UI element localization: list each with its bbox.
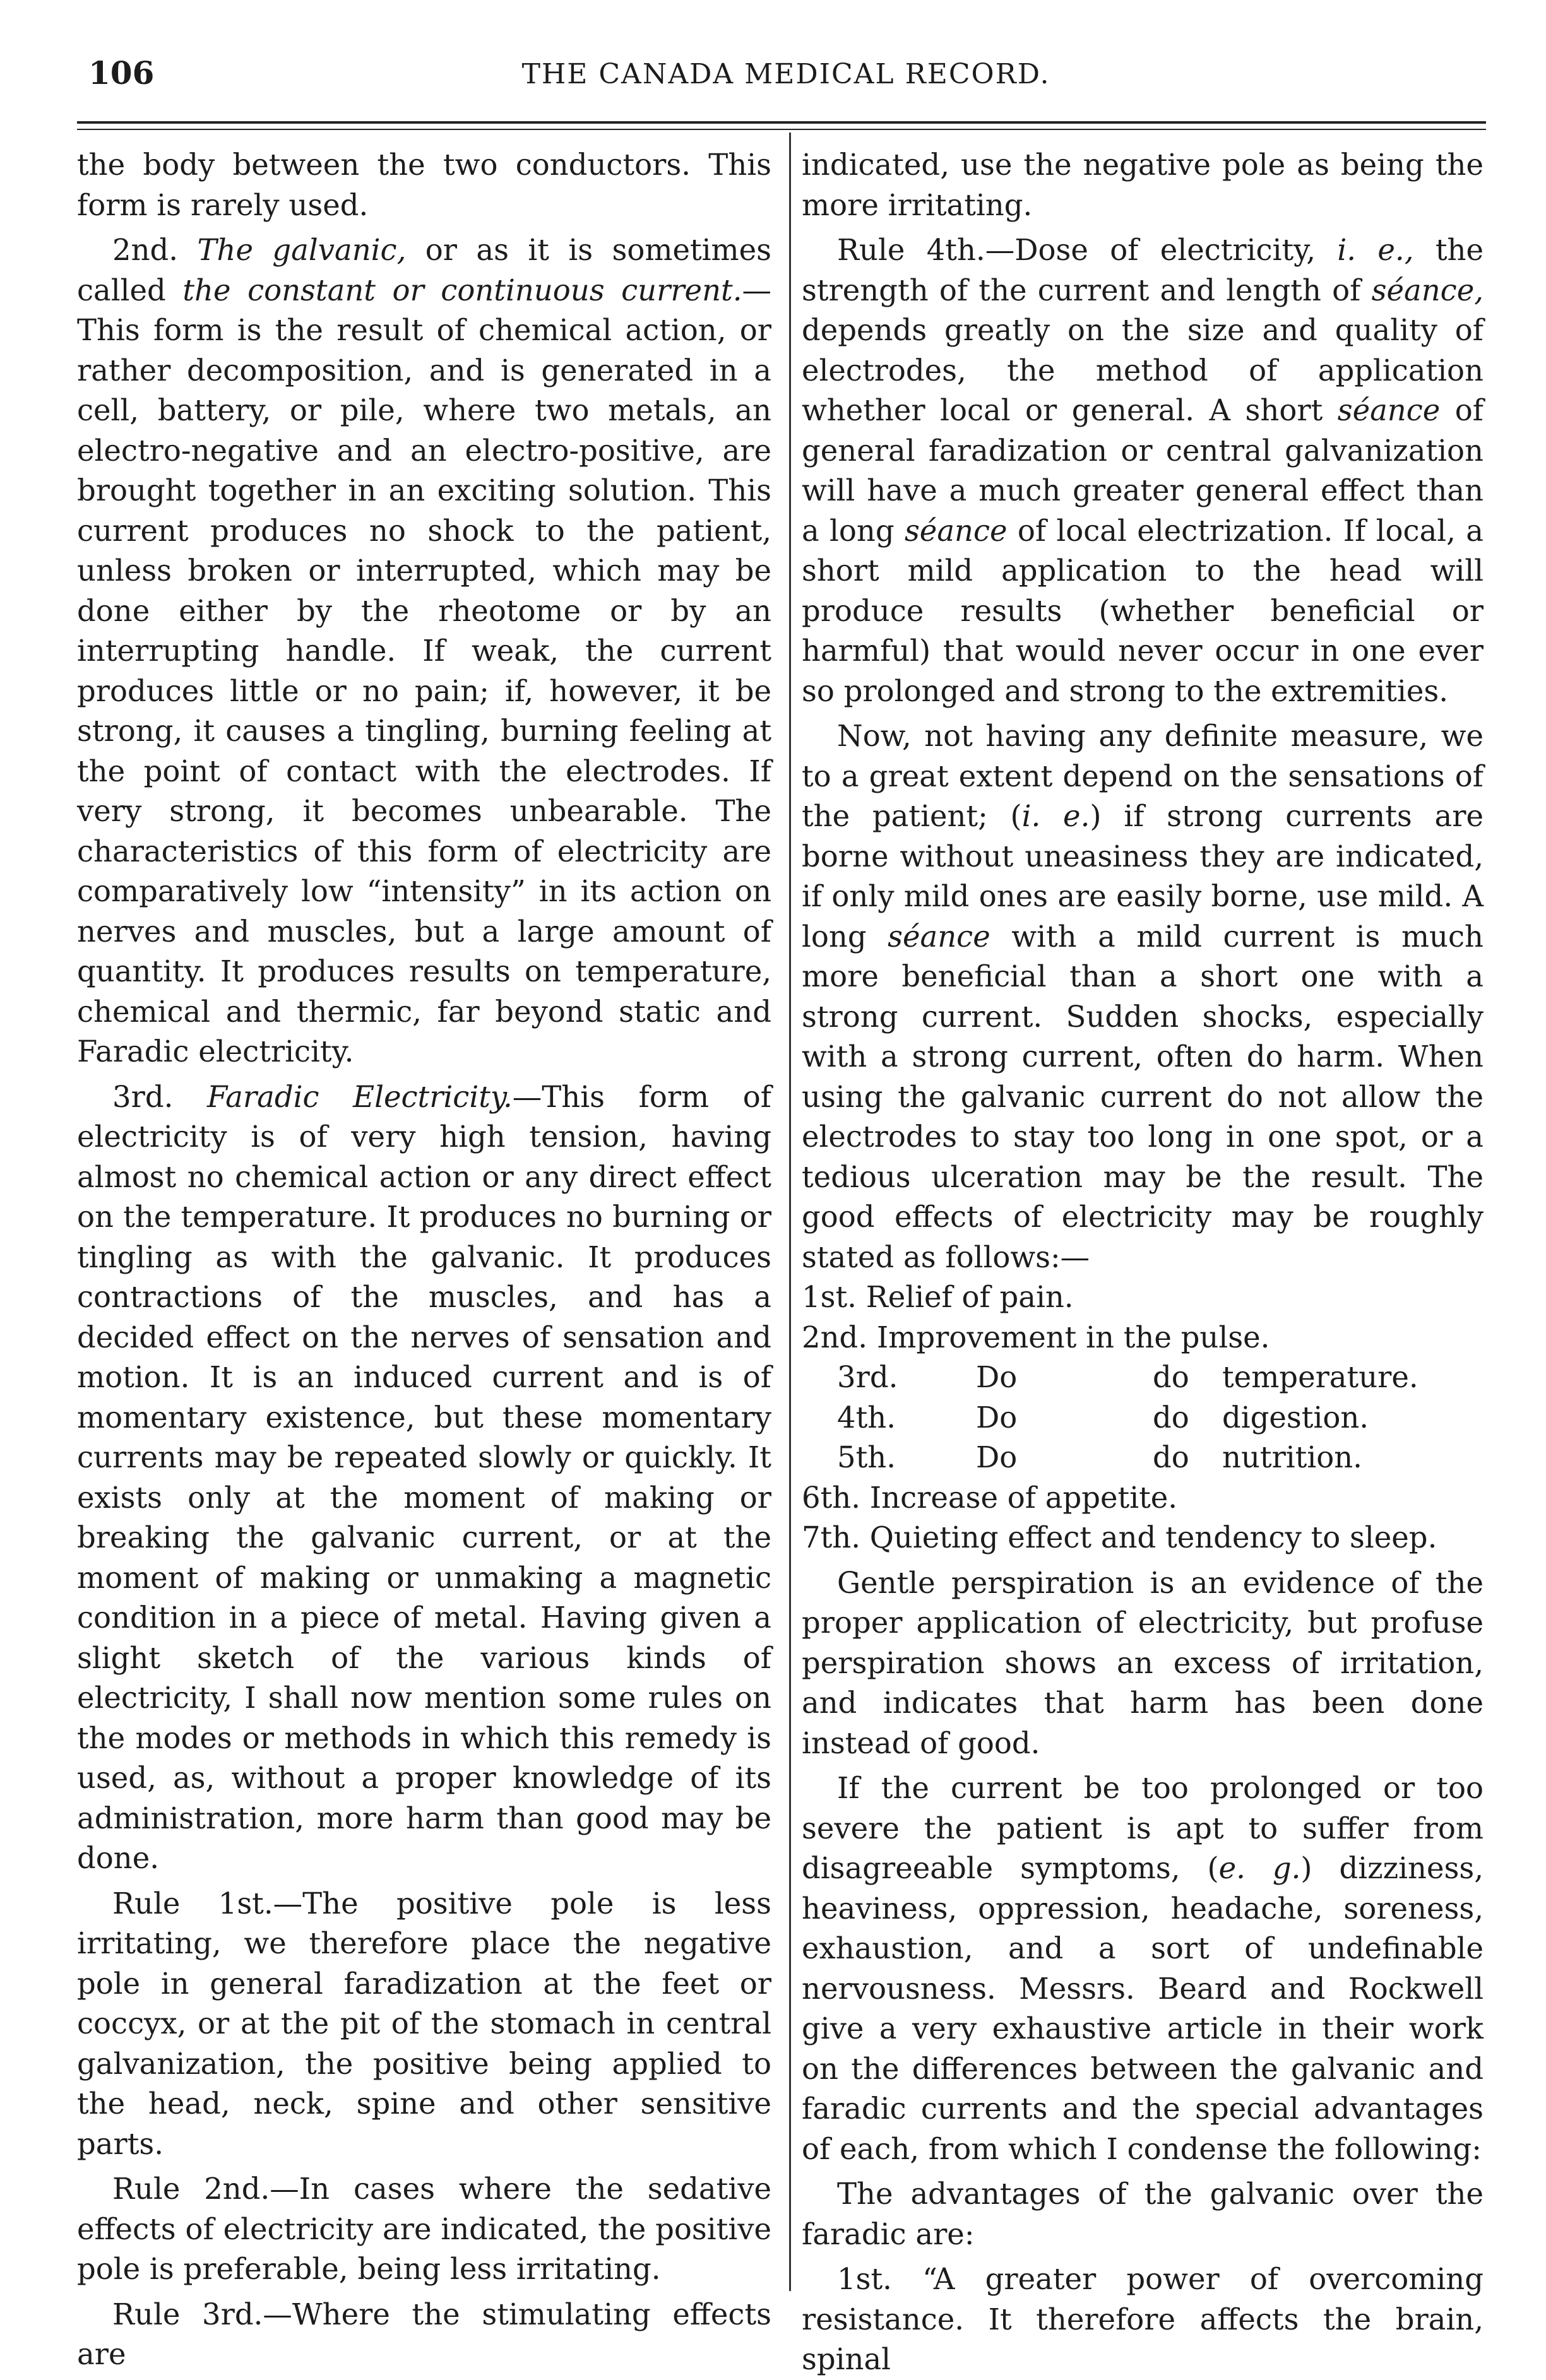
- paragraph-galvanic: [77, 230, 771, 1072]
- list-number: 5th.: [837, 1440, 896, 1474]
- italic-run: e. g.: [1218, 1851, 1301, 1885]
- list-item: 7th. Quieting effect and tendency to sleep.: [802, 1520, 1437, 1554]
- paragraph-sensations: [802, 716, 1484, 1277]
- italic-run: séance: [888, 919, 990, 954]
- paragraph-rule-3: Rule 3rd.—Where the stimulating effects are: [77, 2297, 771, 2371]
- text-run: the strength of the current and length of: [802, 233, 1484, 307]
- paragraph-rule-4: [802, 230, 1484, 711]
- italic-run: séance: [904, 513, 1008, 548]
- paragraph-advantages: The advantages of the galvanic over the faradic are:: [802, 2177, 1484, 2251]
- italic-run: i. e.: [1021, 799, 1090, 833]
- list-number: 4th.: [837, 1400, 896, 1435]
- list-item: 1st. Relief of pain.: [802, 1280, 1074, 1314]
- page-number: 106: [88, 54, 155, 92]
- page-header: [82, 49, 1490, 106]
- list-term: nutrition.: [1222, 1440, 1362, 1474]
- ditto-mark: do: [1153, 1400, 1189, 1435]
- text-run: ) if strong currents are borne without uneasiness they are indicated, if only mild ones are easily borne, use mild. A long: [802, 799, 1484, 954]
- text-run: with a mild current is much more beneficial than a short one with a strong current. Sudden shocks, especially with a strong current, often do harm. When using the galvanic current do not allow the electrodes to stay too long in one spot, or a tedious ulceration may be the result. The good effects of electricity may be roughly stated as follows:—: [802, 919, 1484, 1274]
- ditto-mark: Do: [976, 1440, 1018, 1474]
- section-title: Faradic Electricity.: [207, 1079, 513, 1114]
- section-title: The galvanic,: [197, 233, 407, 267]
- ditto-mark: do: [1153, 1440, 1189, 1474]
- header-rule: [77, 121, 1486, 124]
- text-run: Rule 4th.—Dose of electricity,: [837, 233, 1338, 267]
- italic-run: i. e.,: [1337, 233, 1414, 267]
- list-term: temperature.: [1222, 1360, 1418, 1394]
- text-run: or as it is sometimes called: [77, 233, 772, 307]
- italic-run: séance: [1337, 393, 1441, 427]
- section-subtitle: the constant or continuous current.: [182, 273, 742, 307]
- list-item: 2nd. Improvement in the pulse.: [802, 1320, 1270, 1354]
- section-label: 2nd.: [112, 233, 179, 267]
- paragraph-symptoms: [802, 1768, 1484, 2169]
- text-run: —This form of electricity is of very high tension, having almost no chemical action or any direct effect on the temperature. It produces no burning or tingling as with the galvanic. It produces contractions of the muscles, and has a decided effect on the nerves of sensation and motion. It is an induced current and is of momentary existence, but these momentary currents may be repeated slowly or quickly. It exists only at the moment of making or breaking the galvanic current, or at the moment of making or unmaking a magnetic condition in a piece of metal. Having given a slight sketch of the various kinds of electricity, I shall now mention some rules on the modes or methods in which this remedy is used, as, without a proper knowledge of its administration, more harm than good may be done.: [77, 1079, 772, 1875]
- ditto-mark: Do: [976, 1360, 1018, 1394]
- paragraph-rule-2: Rule 2nd.—In cases where the sedative effects of electricity are indicated, the positive pole is preferable, being less irritating.: [77, 2172, 771, 2286]
- text-run: Now, not having any definite measure, we to a great extent depend on the sensations of the patient; (: [802, 719, 1484, 833]
- paragraph-rule-1: Rule 1st.—The positive pole is less irritating, we therefore place the negative pole in general faradization at the feet or coccyx, or at the pit of the stomach in central galvanization, the positive being applied to the head, neck, spine and other sensitive parts.: [77, 1886, 771, 2161]
- section-label: 3rd.: [112, 1079, 174, 1114]
- list-number: 3rd.: [837, 1360, 898, 1394]
- text-run: If the current be too prolonged or too severe the patient is apt to suffer from disagreeable symptoms, (: [802, 1771, 1484, 1885]
- column-divider: [789, 133, 791, 2291]
- ditto-mark: Do: [976, 1400, 1018, 1435]
- text-run: —This form is the result of chemical action, or rather decomposition, and is generated in a cell, battery, or pile, where two metals, an electro-negative and an electro-positive, are brought together in an exciting solution. This current produces no shock to the patient, unless broken or interrupted, which may be done either by the rheotome or by an interrupting handle. If weak, the current produces little or no pain; if, however, it be strong, it causes a tingling, burning feeling at the point of contact with the electrodes. If very strong, it becomes unbearable. The characteristics of this form of electricity are comparatively low “intensity” in its action on nerves and muscles, but a large amount of quantity. It produces results on temperature, chemical and thermic, far beyond static and Faradic electricity.: [77, 273, 771, 1069]
- paragraph-faradic: [77, 1077, 771, 1879]
- paragraph-advantage-1: 1st. “A greater power of overcoming resistance. It therefore affects the brain, spinal: [802, 2262, 1484, 2376]
- text-run: of local electrization. If local, a short mild application to the head will produce results (whether beneficial or harmful) that would never occur in one ever so prolonged and strong to the extremities.: [802, 513, 1484, 708]
- text-run: ) dizziness, heaviness, oppression, headache, soreness, exhaustion, and a sort of undefinable nervousness. Messrs. Beard and Rockwell give a very exhaustive article in their work on the differences between the galvanic and faradic currents and the special advantages of each, from which I condense the following:: [802, 1851, 1484, 2166]
- list-item: [802, 1438, 1484, 1478]
- ditto-mark: do: [1153, 1360, 1189, 1394]
- list-term: digestion.: [1222, 1400, 1369, 1435]
- list-item: [802, 1398, 1484, 1438]
- list-item: 6th. Increase of appetite.: [802, 1480, 1178, 1515]
- list-item: [802, 1358, 1484, 1398]
- paragraph: the body between the two conductors. This form is rarely used.: [77, 148, 771, 222]
- paragraph: indicated, use the negative pole as being the more irritating.: [802, 148, 1484, 222]
- running-title: THE CANADA MEDICAL RECORD.: [521, 58, 1050, 90]
- header-rule-thin: [77, 129, 1486, 130]
- paragraph-perspiration: Gentle perspiration is an evidence of the proper application of electricity, but profuse perspiration shows an excess of irritation, and indicates that harm has been done instead of good.: [802, 1565, 1484, 1760]
- right-column: [802, 145, 1484, 2376]
- text-run: depends greatly on the size and quality of electrodes, the method of application whether local or general. A short: [802, 313, 1484, 427]
- text-run: of general faradization or central galvanization will have a much greater general effect than a long: [802, 393, 1484, 548]
- italic-run: séance,: [1371, 273, 1484, 307]
- left-column: [77, 145, 772, 2371]
